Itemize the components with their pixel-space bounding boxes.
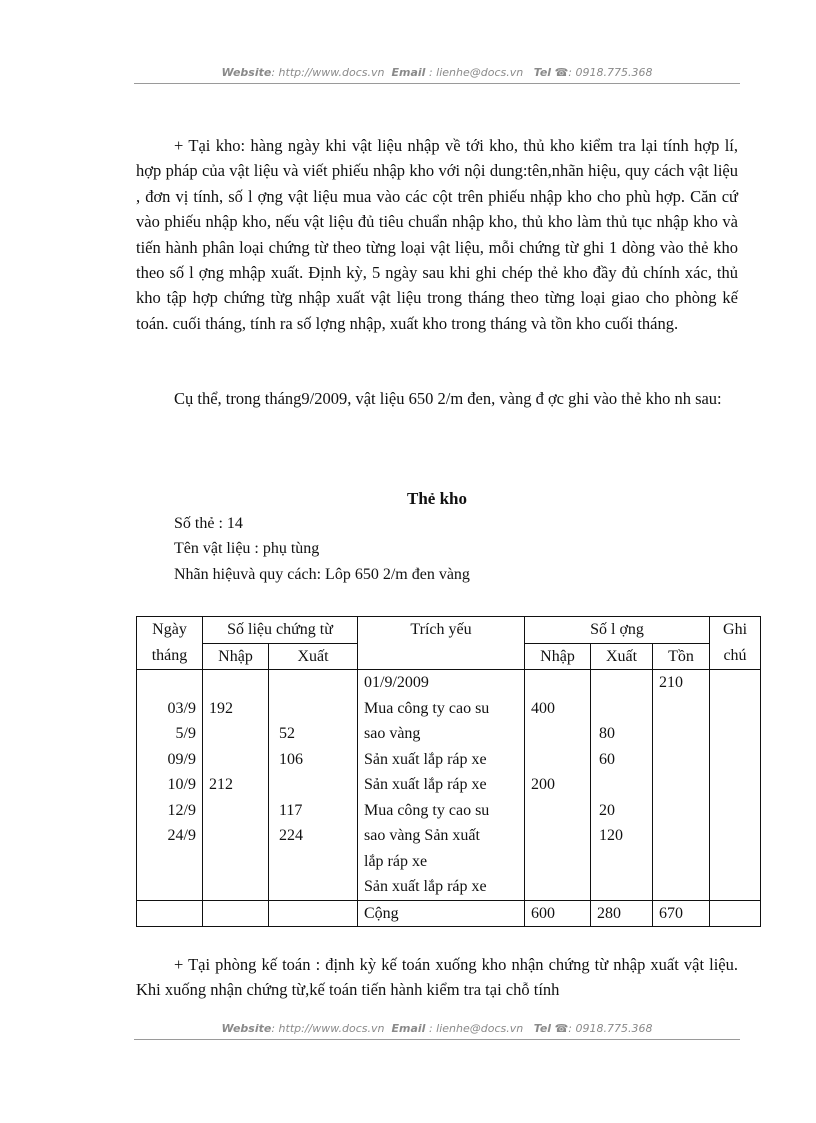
header-note-line1: Ghi — [723, 621, 748, 638]
cell-v_in-6 — [209, 823, 262, 849]
cell-v_out-0 — [279, 670, 351, 696]
cell-bal-1 — [659, 696, 703, 722]
cell-v_out-5: 117 — [279, 801, 303, 819]
total-voucher-out — [269, 900, 358, 927]
brand-spec: Nhãn hiệuvà quy cách: Lôp 650 2/m đen vàng — [174, 566, 470, 583]
cell-date-6: 24/9 — [167, 827, 196, 844]
cell-desc-1: Mua công ty cao su — [364, 699, 490, 717]
cell-date-1: 03/9 — [167, 699, 196, 717]
cell-v_in-1: 192 — [209, 699, 233, 717]
col-voucher-in — [203, 670, 269, 901]
cell-bal-7 — [659, 849, 703, 875]
cell-v_in-7 — [209, 849, 262, 875]
cell-q_in-7 — [531, 849, 584, 875]
cell-date-0 — [143, 670, 196, 696]
header-date — [137, 617, 203, 670]
cell-bal-0: 210 — [659, 674, 683, 691]
total-label: Cộng — [358, 900, 525, 927]
cell-v_in-4: 212 — [209, 776, 233, 793]
tel-value: : 0918.775.368 — [568, 66, 653, 79]
email-value[interactable]: : lienhe@docs.vn — [428, 66, 524, 79]
footer-email-label: Email — [391, 1022, 426, 1035]
stock-card-title: Thẻ kho — [407, 489, 467, 508]
header-voucher-out: Xuất — [269, 643, 358, 670]
cell-q_out-6: 120 — [599, 827, 623, 844]
cell-q_in-1: 400 — [531, 699, 555, 717]
cell-q_out-3: 60 — [599, 750, 615, 768]
paragraph-accounting: + Tại phòng kế toán : định kỳ kế toán xuống kho nhận chứng từ nhập xuất vật liệu. Khi xuống nhận chứng từ,kế toán tiến hành kiểm tra tại chỗ tính — [136, 955, 738, 1000]
cell-date-8 — [143, 874, 196, 900]
cell-q_in-5 — [531, 798, 584, 824]
header-date-line2: tháng — [151, 646, 188, 664]
cell-v_out-7 — [279, 849, 351, 875]
header-qty-out: Xuất — [591, 643, 653, 670]
header-date-line1: Ngày — [152, 621, 187, 638]
cell-v_out-4 — [279, 772, 351, 798]
cell-q_in-8 — [531, 874, 584, 900]
cell-desc-5: Mua công ty cao su — [364, 801, 490, 819]
col-voucher-out — [269, 670, 358, 901]
footer-tel-value: : 0918.775.368 — [568, 1022, 653, 1035]
cell-v_in-3 — [209, 747, 262, 773]
cell-bal-2 — [659, 721, 703, 747]
cell-q_out-7 — [599, 849, 646, 875]
header-voucher: Số liệu chứng từ — [203, 617, 358, 644]
cell-v_out-2: 52 — [279, 725, 295, 742]
cell-v_out-3: 106 — [279, 750, 303, 768]
header-quantity: Số l ợng — [525, 617, 710, 644]
cell-q_in-4: 200 — [531, 776, 555, 793]
cell-q_out-1 — [599, 696, 646, 722]
cell-desc-3: Sản xuất lắp ráp xe — [364, 750, 487, 768]
footer-tel-label: Tel — [533, 1022, 552, 1035]
cell-q_out-4 — [599, 772, 646, 798]
total-voucher-in — [203, 900, 269, 927]
page-header — [134, 66, 740, 84]
cell-desc-2: sao vàng — [364, 725, 421, 742]
cell-v_in-0 — [209, 670, 262, 696]
cell-q_in-6 — [531, 823, 584, 849]
total-date — [137, 900, 203, 927]
cell-desc-6: sao vàng Sản xuất — [364, 827, 480, 844]
cell-v_out-8 — [279, 874, 351, 900]
footer-email-value[interactable]: : lienhe@docs.vn — [428, 1022, 524, 1035]
col-qty-out — [591, 670, 653, 901]
col-date — [137, 670, 203, 901]
footer-website-value[interactable]: : http://www.docs.vn — [271, 1022, 385, 1035]
cell-desc-0: 01/9/2009 — [364, 674, 429, 691]
total-row — [137, 900, 761, 927]
total-qty-in: 600 — [525, 900, 591, 927]
cell-q_out-0 — [599, 670, 646, 696]
total-note — [710, 900, 761, 927]
card-number: Số thẻ : 14 — [174, 515, 243, 532]
cell-q_out-8 — [599, 874, 646, 900]
material-name: Tên vật liệu : phụ tùng — [174, 540, 320, 557]
email-label: Email — [391, 66, 426, 79]
header-description: Trích yếu — [358, 617, 525, 670]
cell-q_out-5: 20 — [599, 801, 615, 819]
website-value[interactable]: : http://www.docs.vn — [271, 66, 385, 79]
footer-website-label: Website — [221, 1022, 272, 1035]
cell-bal-6 — [659, 823, 703, 849]
header-qty-balance: Tồn — [653, 643, 710, 670]
cell-date-5: 12/9 — [167, 801, 196, 819]
cell-v_out-6: 224 — [279, 827, 303, 844]
paragraph-warehouse: + Tại kho: hàng ngày khi vật liệu nhập về tới kho, thủ kho kiểm tra lại tính hợp lí, hợp pháp của vật liệu và viết phiếu nhập kho với nội dung:tên,nhãn hiệu, quy cách vật liệu , đơn vị tính, số l ợng vật liệu mua vào các cột trên phiếu nhập kho cho phù hợp. Căn cứ vào phiếu nhập kho, nếu vật liệu đủ tiêu chuẩn nhập kho, thủ kho làm thủ tục nhập kho và tiến hành phân loại chứng từ theo từng loại vật liệu, mỗi chứng từ ghi 1 dòng vào thẻ kho theo số l ợng mhập xuất. Định kỳ, 5 ngày sau khi ghi chép thẻ kho đầy đủ chính xác, thủ kho tập hợp chứng từg nhập xuất vật liệu trong tháng theo từng loại giao cho phòng kế toán. cuối tháng, tính ra số lợng nhập, xuất kho trong tháng và tồn kho cuối tháng. — [136, 136, 738, 333]
cell-date-2: 5/9 — [175, 725, 196, 742]
cell-bal-4 — [659, 772, 703, 798]
cell-bal-3 — [659, 747, 703, 773]
col-balance — [653, 670, 710, 901]
cell-v_in-8 — [209, 874, 262, 900]
header-note-line2: chú — [723, 646, 747, 664]
cell-desc-4: Sản xuất lắp ráp xe — [364, 776, 487, 793]
cell-date-3: 09/9 — [167, 750, 196, 768]
phone-icon: ☎ — [554, 1022, 569, 1035]
phone-icon: ☎ — [554, 66, 569, 79]
cell-q_out-2: 80 — [599, 725, 615, 742]
cell-q_in-2 — [531, 721, 584, 747]
cell-v_in-2 — [209, 721, 262, 747]
stock-card-table — [136, 616, 761, 927]
col-note — [710, 670, 761, 901]
cell-q_in-3 — [531, 747, 584, 773]
website-label: Website — [221, 66, 272, 79]
cell-q_in-0 — [531, 670, 584, 696]
cell-desc-8: Sản xuất lắp ráp xe — [364, 878, 487, 895]
col-description — [358, 670, 525, 901]
cell-date-7 — [143, 849, 196, 875]
header-qty-in: Nhập — [525, 643, 591, 670]
paragraph-example: Cụ thể, trong tháng9/2009, vật liệu 650 2/m đen, vàng đ ợc ghi vào thẻ kho nh sau: — [174, 389, 722, 408]
page-footer — [134, 1022, 740, 1040]
header-note — [710, 617, 761, 670]
cell-v_out-1 — [279, 696, 351, 722]
cell-bal-8 — [659, 874, 703, 900]
total-balance: 670 — [653, 900, 710, 927]
total-qty-out: 280 — [591, 900, 653, 927]
cell-v_in-5 — [209, 798, 262, 824]
tel-label: Tel — [533, 66, 552, 79]
col-qty-in — [525, 670, 591, 901]
cell-desc-7: lắp ráp xe — [364, 852, 428, 870]
cell-bal-5 — [659, 798, 703, 824]
cell-date-4: 10/9 — [167, 776, 196, 793]
table-body — [137, 670, 761, 901]
header-voucher-in: Nhập — [203, 643, 269, 670]
